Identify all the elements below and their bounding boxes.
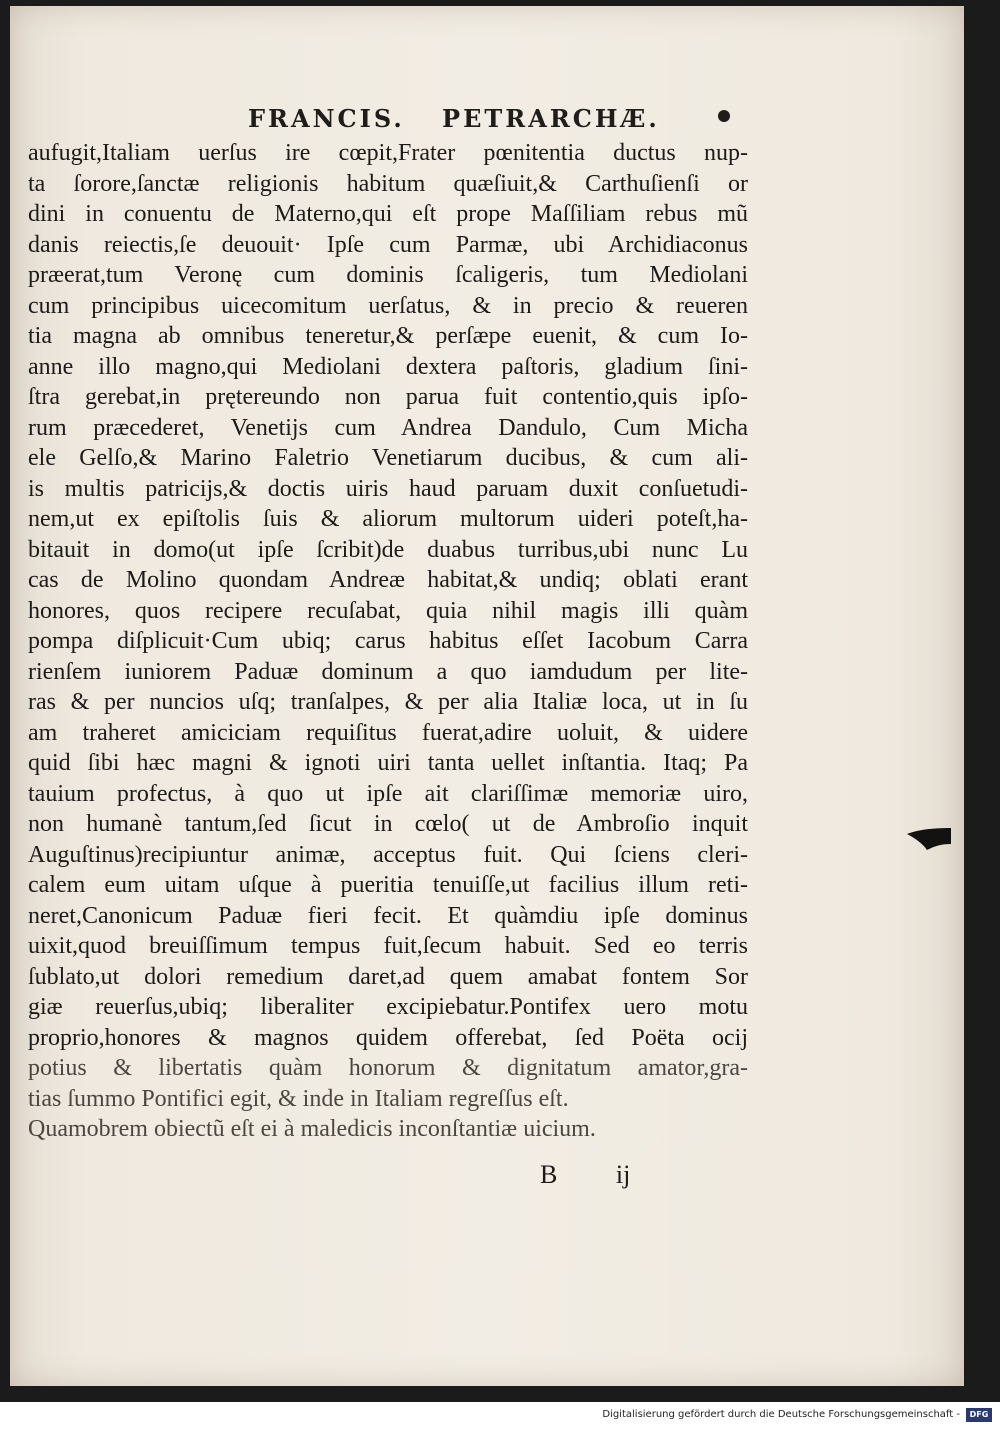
- dfg-logo: DFG: [966, 1408, 992, 1422]
- text-line: honores, quos recipere recuſabat, quia nihil magis illi quàm: [28, 597, 748, 624]
- text-line: præerat,tum Veronę cum dominis ſcaligeris, tum Mediolani: [28, 262, 748, 288]
- ornament-dot: [718, 110, 730, 122]
- running-head: FRANCIS. PETRARCHÆ.: [248, 104, 660, 133]
- text-line: nem,ut ex epiſtolis ſuis & aliorum multorum uideri poteſt,ha-: [28, 506, 748, 532]
- funding-notice: Digitalisierung gefördert durch die Deutsche Forschungsgemeinschaft -: [602, 1409, 960, 1420]
- text-line: Quamobrem obiectũ eſt ei à maledicis inconſtantiæ uicium.: [28, 1116, 596, 1142]
- pointing-hand-icon: [905, 822, 953, 852]
- text-line: danis reiectis,ſe deuouit· Ipſe cum Parmæ, ubi Archidiaconus: [28, 231, 748, 258]
- footer-bar: [0, 1402, 1000, 1430]
- text-line: tauium profectus, à quo ut ipſe ait clariſſimæ memoriæ uiro,: [28, 780, 748, 807]
- text-line: cas de Molino quondam Andreæ habitat,& undiq; oblati erant: [28, 567, 748, 593]
- text-line: pompa diſplicuit·Cum ubiq; carus habitus eſſet Iacobum Carra: [28, 628, 748, 654]
- text-line: is multis patricijs,& doctis uiris haud paruam duxit conſuetudi-: [28, 475, 748, 502]
- text-line: ta ſorore,ſanctæ religionis habitum quæſiuit,& Carthuſienſi or: [28, 170, 748, 197]
- text-line: quid ſibi hæc magni & ignoti uiri tanta uellet inſtantia. Itaq; Pa: [28, 750, 748, 776]
- text-line: calem eum uitam uſque à pueritia tenuiſſe,ut facilius illum reti-: [28, 872, 748, 898]
- text-line: am traheret amiciciam requiſitus fuerat,adire uoluit, & uidere: [28, 719, 748, 746]
- text-line: aufugit,Italiam uerſus ire cœpit,Frater pœnitentia ductus nup-: [28, 140, 748, 166]
- text-line: tia magna ab omnibus teneretur,& perſæpe euenit, & cum Io-: [28, 323, 748, 349]
- text-line: anne illo magno,qui Mediolani dextera paſtoris, gladium ſini-: [28, 353, 748, 380]
- text-line: Auguſtinus)recipiuntur animæ, acceptus fuit. Qui ſciens cleri-: [28, 841, 748, 868]
- text-line: potius & libertatis quàm honorum & dignitatum amator,gra-: [28, 1055, 748, 1081]
- text-line: rum præcederet, Venetijs cum Andrea Dandulo, Cum Micha: [28, 414, 748, 441]
- text-line: tias ſummo Pontifici egit, & inde in Italiam regreſſus eſt.: [28, 1085, 569, 1112]
- text-line: ſtra gerebat,in prętereundo non parua fuit contentio,quis ipſo-: [28, 384, 748, 410]
- signature-mark: B ij: [540, 1160, 631, 1189]
- text-line: proprio,honores & magnos quidem offerebat, ſed Poëta ocij: [28, 1024, 748, 1051]
- text-line: giæ reuerſus,ubiq; liberaliter excipiebatur.Pontifex uero motu: [28, 994, 748, 1020]
- text-line: ras & per nuncios uſq; tranſalpes, & per alia Italiæ loca, ut in ſu: [28, 689, 748, 715]
- text-line: cum principibus uicecomitum uerſatus, & in precio & reueren: [28, 292, 748, 319]
- text-line: ele Gelſo,& Marino Faletrio Venetiarum ducibus, & cum ali-: [28, 445, 748, 471]
- text-line: dini in conuentu de Materno,qui eſt prope Maſſiliam rebus mũ: [28, 201, 748, 227]
- body-text: [28, 138, 748, 1145]
- text-line: non humanè tantum,ſed ſicut in cœlo( ut de Ambroſio inquit: [28, 811, 748, 837]
- text-line: neret,Canonicum Paduæ fieri fecit. Et quàmdiu ipſe dominus: [28, 902, 748, 929]
- text-line: bitauit in domo(ut ipſe ſcribit)de duabus turribus,ubi nunc Lu: [28, 536, 748, 563]
- text-line: uixit,quod breuiſſimum tempus fuit,ſecum habuit. Sed eo terris: [28, 933, 748, 959]
- text-line: ſublato,ut dolori remedium daret,ad quem amabat fontem Sor: [28, 963, 748, 990]
- text-line: rienſem iuniorem Paduæ dominum a quo iamdudum per lite-: [28, 658, 748, 685]
